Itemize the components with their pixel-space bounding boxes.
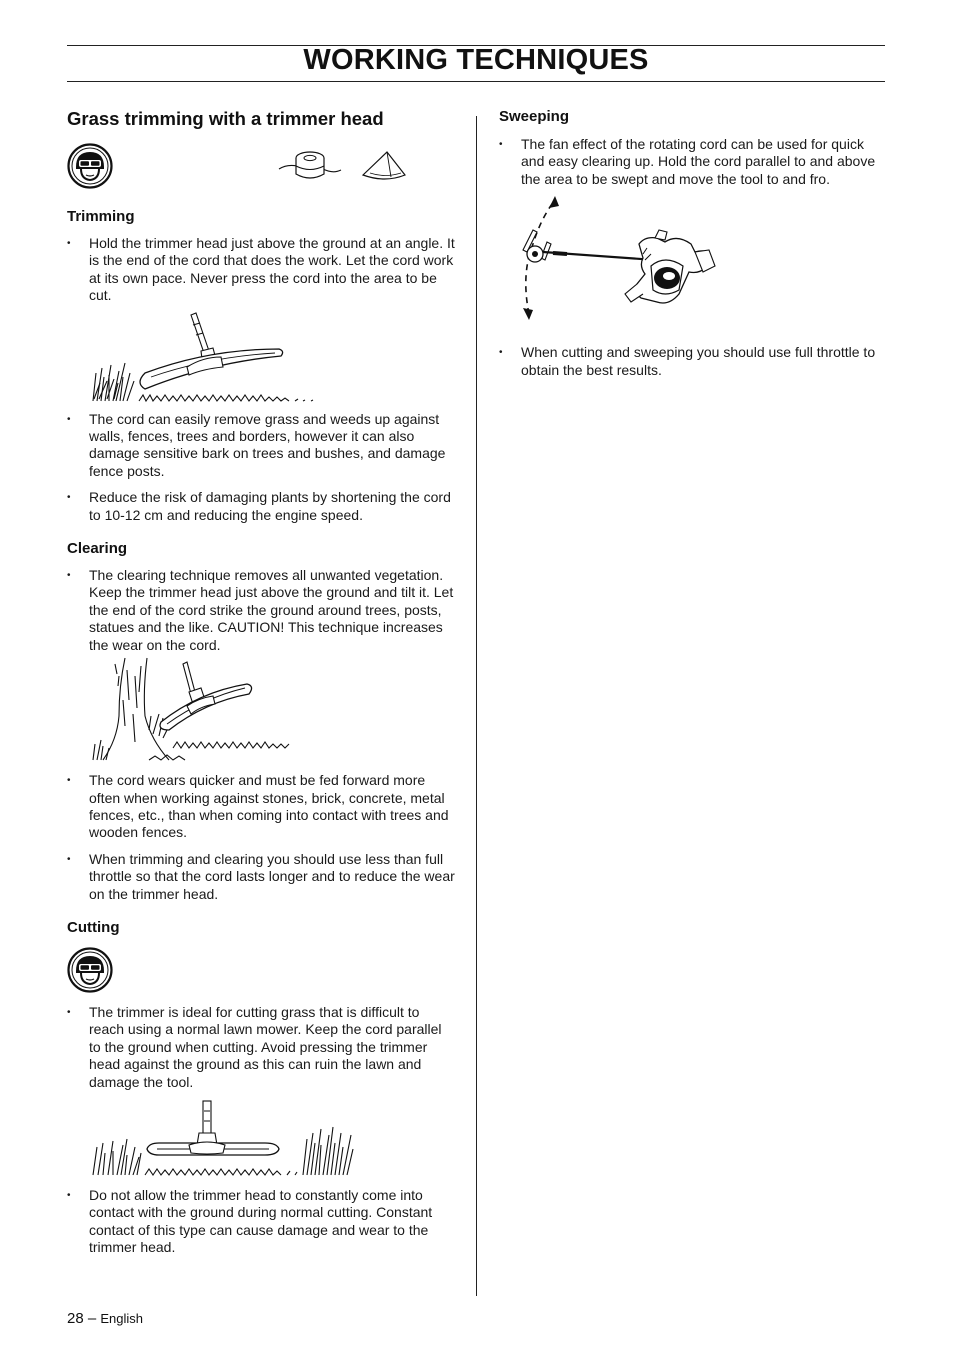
clearing-illustration bbox=[89, 656, 319, 766]
header-bottom-rule bbox=[67, 81, 885, 82]
clearing-bullet-2: • The cord wears quicker and must be fed forward more often when working against stones, brick, concrete, metal fences, etc., than when coming into contact with trees and wooden fences. bbox=[67, 772, 455, 842]
trimming-illustration bbox=[89, 311, 329, 403]
cutting-heading: Cutting bbox=[67, 918, 120, 936]
clearing-bullet-3: • When trimming and clearing you should use less than full throttle so that the cord lasts longer and to reduce the wear on the trimmer head. bbox=[67, 851, 455, 903]
safety-icons-row bbox=[67, 143, 455, 199]
trimming-bullet-3: • Reduce the risk of damaging plants by shortening the cord to 10-12 cm and reducing the engine speed. bbox=[67, 489, 455, 524]
trimming-bullet-1: • Hold the trimmer head just above the ground at an angle. It is the end of the cord that does the work. Let the cord work at its own pace. Never press the cord into the area to be cut. bbox=[67, 235, 455, 305]
protective-equipment-icon bbox=[67, 947, 113, 993]
cutting-illustration bbox=[89, 1099, 359, 1179]
cutting-bullet-1: • The trimmer is ideal for cutting grass that is difficult to reach using a normal lawn mower. Keep the cord parallel to the ground when cutting. Avoid pressing the trimmer head against the ground as this can ruin the lawn and damage the tool. bbox=[67, 1004, 455, 1091]
left-column bbox=[67, 108, 455, 1257]
page-number: 28 bbox=[67, 1310, 84, 1327]
trimmer-head-icon bbox=[277, 147, 343, 189]
section-heading: Grass trimming with a trimmer head bbox=[67, 108, 384, 129]
sweeping-illustration bbox=[519, 194, 729, 330]
clearing-heading: Clearing bbox=[67, 540, 128, 558]
trimming-heading: Trimming bbox=[67, 208, 135, 225]
right-column bbox=[499, 108, 887, 379]
trimming-bullet-2: • The cord can easily remove grass and weeds up against walls, fences, trees and borders, however it can also damage sensitive bark on trees and bushes, and damage fence posts. bbox=[67, 411, 455, 481]
sweeping-bullet-2: • When cutting and sweeping you should use full throttle to obtain the best results. bbox=[499, 344, 887, 379]
footer-language: English bbox=[100, 1311, 144, 1326]
column-divider bbox=[476, 116, 477, 1296]
cutting-bullet-2: • Do not allow the trimmer head to constantly come into contact with the ground during normal cutting. Constant contact of this type can cause damage and wear to the trimmer head. bbox=[67, 1187, 455, 1257]
sweeping-heading: Sweeping bbox=[499, 108, 570, 125]
sweeping-bullet-1: • The fan effect of the rotating cord can be used for quick and easy clearing up. Hold the cord parallel to and above the area to be swept and move the tool to and fro. bbox=[499, 136, 887, 188]
page-footer bbox=[67, 1310, 143, 1327]
trimmer-guard-icon bbox=[361, 149, 407, 185]
page-title: WORKING TECHNIQUES bbox=[303, 44, 649, 76]
clearing-bullet-1: • The clearing technique removes all unwanted vegetation. Keep the trimmer head just above the ground and tilt it. Let the end of the cord strike the ground around trees, posts, statues and the like. CAUTION! This technique increases the wear on the cord. bbox=[67, 567, 455, 654]
protective-equipment-icon bbox=[67, 143, 113, 189]
footer-dash: – bbox=[87, 1310, 97, 1327]
